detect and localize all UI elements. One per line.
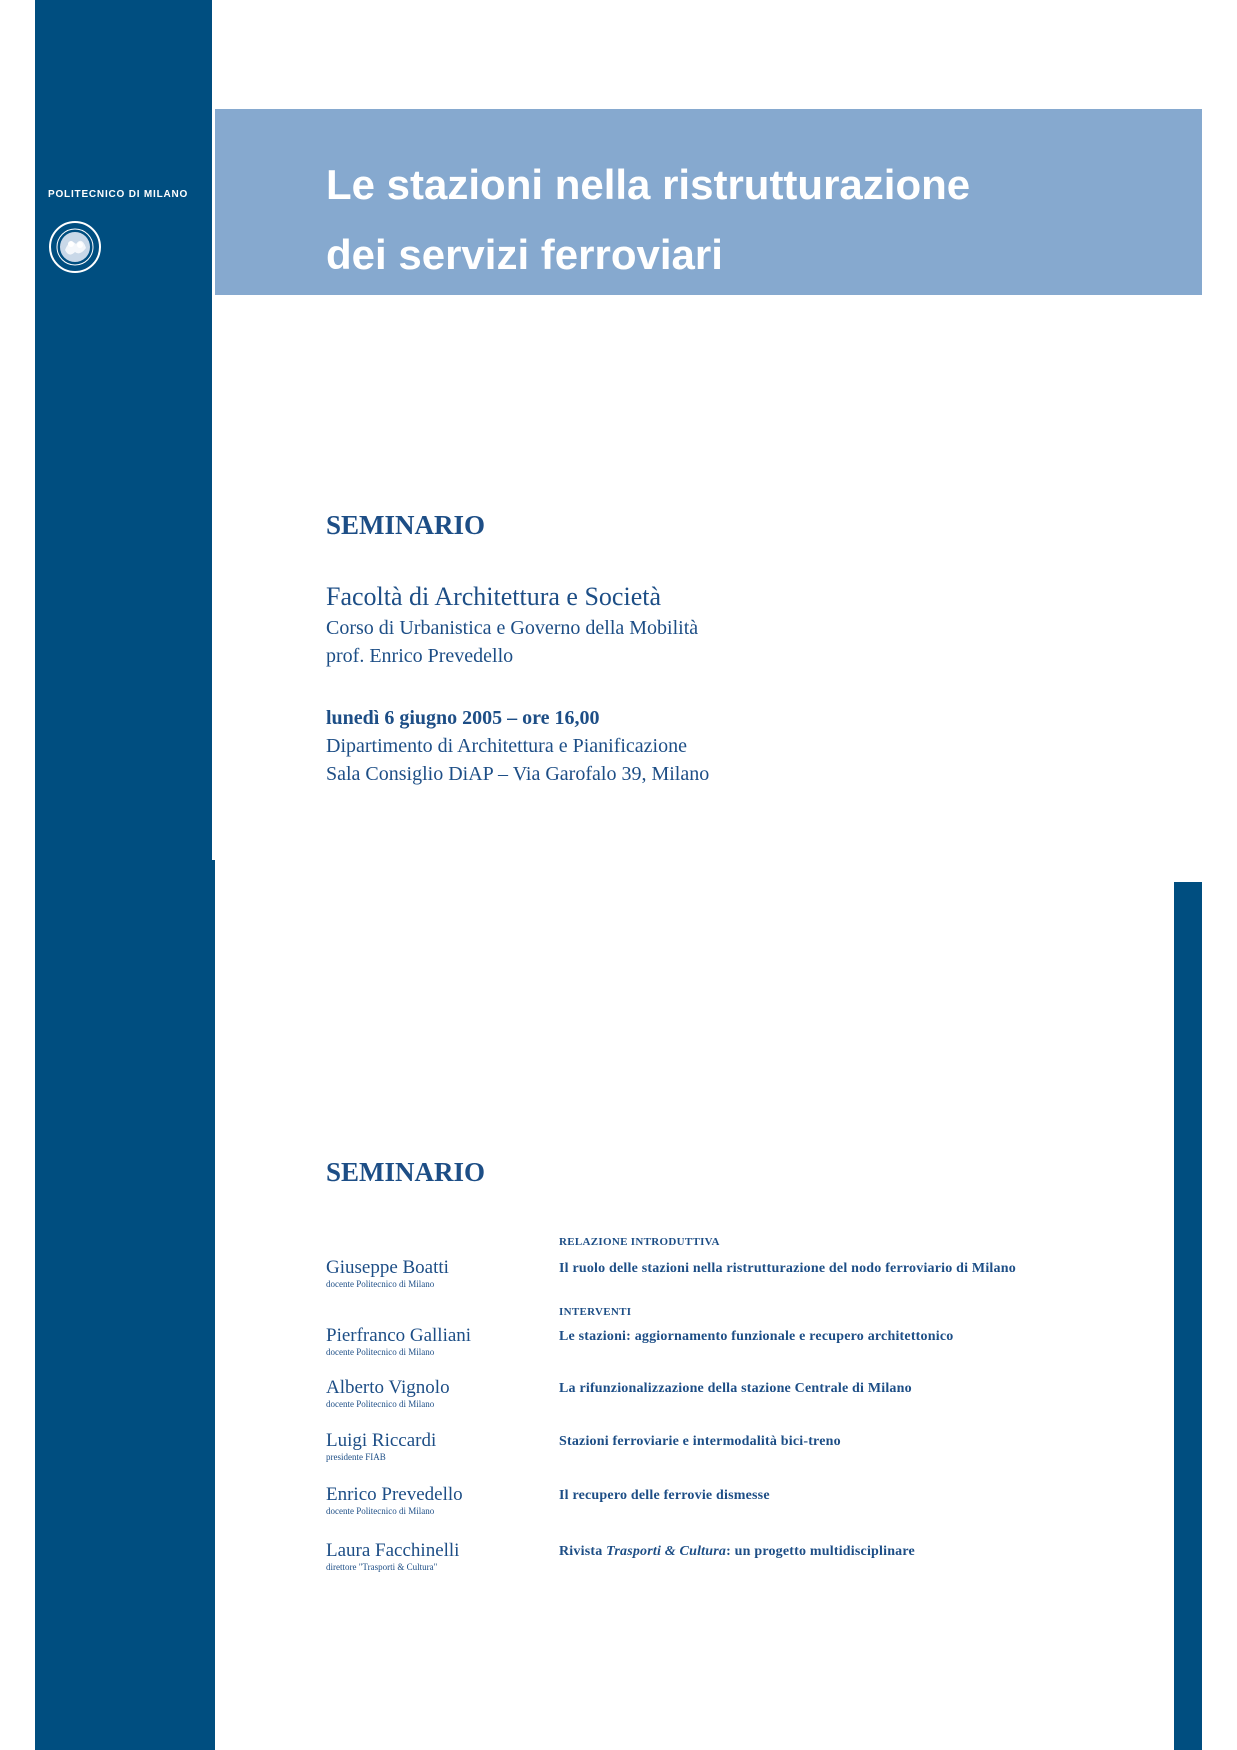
talk-title-3: La rifunzionalizzazione della stazione Centrale di Milano <box>559 1381 912 1396</box>
speaker-1 <box>326 1257 449 1290</box>
speaker-2 <box>326 1325 471 1358</box>
right-sidebar-band <box>1174 882 1202 1750</box>
label-relazione-introduttiva: RELAZIONE INTRODUTTIVA <box>559 1236 720 1248</box>
seminar-heading-1: SEMINARIO <box>326 510 486 540</box>
speaker-role: presidente FIAB <box>326 1452 386 1462</box>
speaker-name: Alberto Vignolo <box>326 1377 450 1398</box>
seminar-heading-2: SEMINARIO <box>326 1157 486 1187</box>
talk-title-1: Il ruolo delle stazioni nella ristrutturazione del nodo ferroviario di Milano <box>559 1261 1016 1276</box>
speaker-5 <box>326 1484 463 1517</box>
title-line-1: Le stazioni nella ristrutturazione <box>326 161 971 208</box>
speaker-3 <box>326 1377 450 1410</box>
event-details <box>326 704 709 788</box>
talk-title-6 <box>559 1544 915 1560</box>
event-date: lunedì 6 giugno 2005 – ore 16,00 <box>326 707 600 729</box>
talk-title-4: Stazioni ferroviarie e intermodalità bici-treno <box>559 1434 841 1449</box>
course-name: Corso di Urbanistica e Governo della Mobilità <box>326 617 699 639</box>
talk-prefix: Rivista <box>559 1544 607 1559</box>
professor-name: prof. Enrico Prevedello <box>326 645 514 667</box>
title-line-2: dei servizi ferroviari <box>326 231 723 278</box>
department-name: Dipartimento di Architettura e Pianificazione <box>326 735 687 757</box>
speaker-name: Pierfranco Galliani <box>326 1325 472 1346</box>
institution-name: POLITECNICO DI MILANO <box>48 189 189 200</box>
magazine-name: Trasporti & Cultura <box>606 1544 727 1559</box>
page-title <box>326 150 1186 290</box>
speaker-role: docente Politecnico di Milano <box>326 1279 435 1289</box>
talk-title-5: Il recupero delle ferrovie dismesse <box>559 1488 770 1503</box>
label-interventi: INTERVENTI <box>559 1306 632 1318</box>
speaker-role: docente Politecnico di Milano <box>326 1399 435 1409</box>
seminar-info <box>326 580 698 670</box>
university-seal-icon <box>48 220 102 274</box>
speaker-role: docente Politecnico di Milano <box>326 1347 435 1357</box>
speaker-role: docente Politecnico di Milano <box>326 1506 435 1516</box>
speaker-4 <box>326 1430 436 1463</box>
speaker-6 <box>326 1540 459 1573</box>
speaker-name: Giuseppe Boatti <box>326 1257 449 1278</box>
speaker-name: Luigi Riccardi <box>326 1430 437 1451</box>
talk-suffix: : un progetto multidisciplinare <box>726 1544 915 1559</box>
speaker-name: Laura Facchinelli <box>326 1540 460 1561</box>
speaker-name: Enrico Prevedello <box>326 1484 463 1505</box>
venue-address: Sala Consiglio DiAP – Via Garofalo 39, Milano <box>326 763 710 785</box>
speaker-role: direttore "Trasporti & Cultura" <box>326 1562 438 1572</box>
faculty-name: Facoltà di Architettura e Società <box>326 582 661 611</box>
talk-title-2: Le stazioni: aggiornamento funzionale e recupero architettonico <box>559 1329 954 1344</box>
